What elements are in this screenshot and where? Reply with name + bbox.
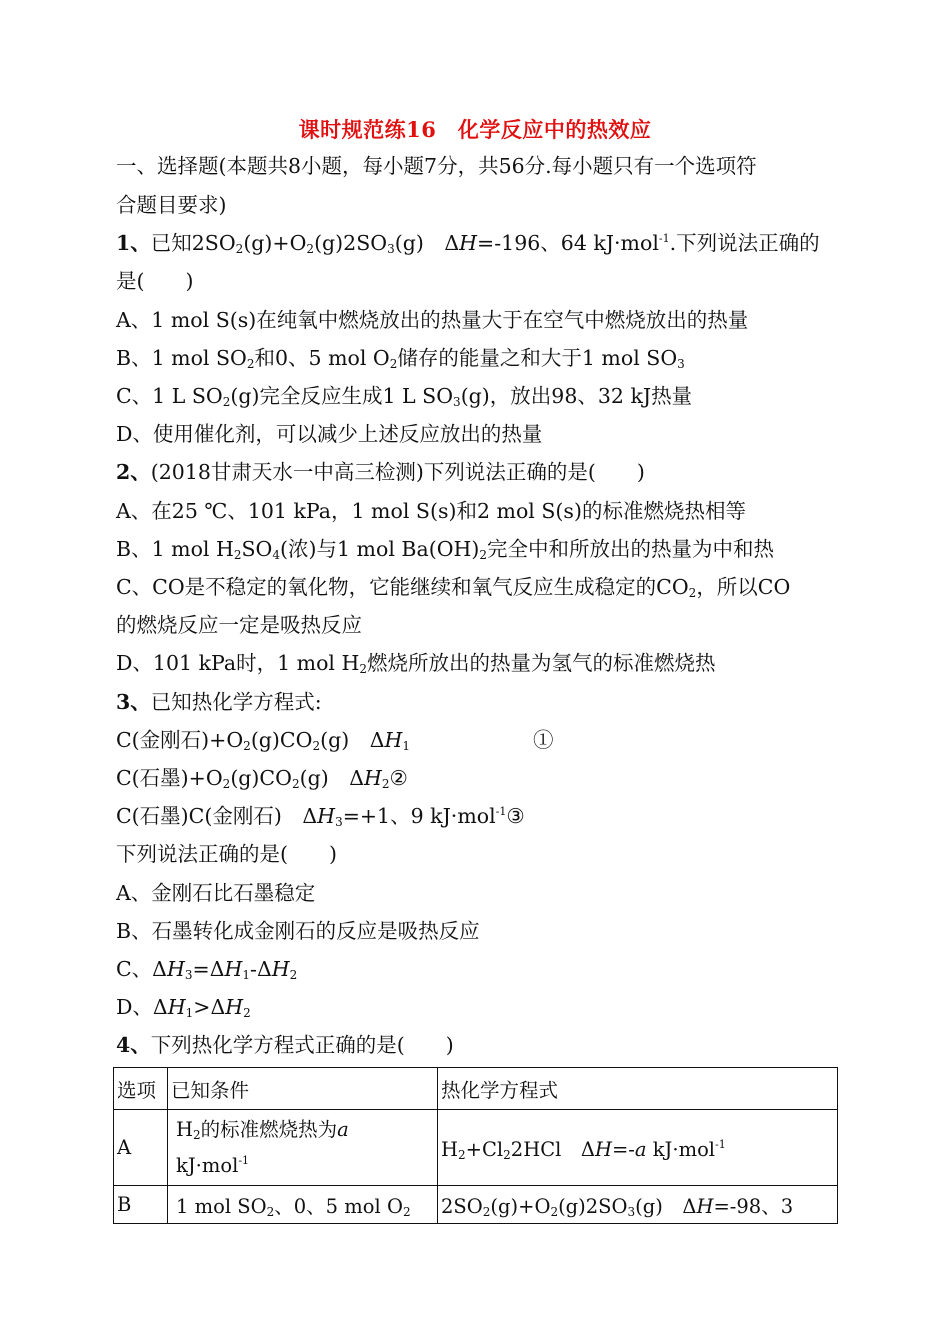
q2-option-a: A、在25 ℃、101 kPa，1 mol S(s)和2 mol S(s)的标准燃烧热相等 — [116, 499, 746, 523]
section-heading-cont: 合题目要求) — [116, 193, 227, 217]
section-heading: 一、选择题(本题共8小题，每小题7分，共56分.每小题只有一个选项符 — [116, 154, 757, 178]
q4-options-table — [113, 1067, 838, 1224]
q3-option-b: B、石墨转化成金刚石的反应是吸热反应 — [116, 919, 480, 943]
table-row — [114, 1110, 838, 1186]
row-b-option: B — [114, 1186, 168, 1224]
table-header-row — [114, 1068, 838, 1110]
q2-option-c-cont: 的燃烧反应一定是吸热反应 — [116, 613, 362, 637]
page-title: 课时规范练16 化学反应中的热效应 — [298, 117, 652, 142]
q3-option-d: D、$\Delta H_1>\Delta H_2$ — [116, 995, 251, 1020]
q2-option-b: B、1 mol $H_2SO_4$(浓)与1 mol $Ba(OH)_2$完全中和所放出的热量为中和热 — [116, 537, 775, 562]
q3-stem: 3、已知热化学方程式: — [116, 690, 322, 714]
q1-option-b: B、1 mol $SO_2$和0、5 mol $O_2$储存的能量之和大于1 mol $SO_3$ — [116, 346, 685, 371]
q3-ask: 下列说法正确的是( ) — [116, 842, 337, 866]
q2-option-d: D、101 kPa时，1 mol $H_2$燃烧所放出的热量为氢气的标准燃烧热 — [116, 651, 716, 676]
row-a-condition: $H_2$的标准燃烧热为a kJ·mol$^{-1}$ — [168, 1110, 438, 1186]
header-option: 选项 — [114, 1068, 168, 1110]
header-equation: 热化学方程式 — [438, 1068, 838, 1110]
q3-option-c: C、$\Delta H_3=\Delta H_1-\Delta H_2$ — [116, 957, 298, 982]
header-condition: 已知条件 — [168, 1068, 438, 1110]
row-b-condition: 1 mol $SO_2$、0、5 mol $O_2$ — [168, 1186, 438, 1224]
q2-option-c: C、CO是不稳定的氧化物，它能继续和氧气反应生成稳定的$CO_2$，所以CO — [116, 575, 791, 600]
table-row — [114, 1186, 838, 1224]
row-a-equation: $H_2+Cl_22HCl$ ΔH=-a kJ·mol$^{-1}$ — [438, 1110, 838, 1186]
q1-stem: 1、已知$2SO_2(g)+O_2(g)2SO_3(g)$ ΔH=-196、64 kJ·mol$^{-1}$.下列说法正确的 — [116, 231, 820, 256]
row-a-option: A — [114, 1110, 168, 1186]
q4-stem: 4、下列热化学方程式正确的是( ) — [116, 1033, 454, 1057]
q3-equation-1: C(金刚石)$+O_2(g)CO_2(g)$ $\Delta H_1$ ① — [116, 728, 554, 753]
q1-option-a: A、1 mol S(s)在纯氧中燃烧放出的热量大于在空气中燃烧放出的热量 — [116, 308, 749, 332]
q1-option-d: D、使用催化剂，可以减少上述反应放出的热量 — [116, 422, 543, 446]
q1-stem-cont: 是( ) — [116, 269, 194, 293]
q3-equation-3: C(石墨)C(金刚石) $\Delta H_3=+1$、9 kJ·mol$^{-1}$③ — [116, 804, 525, 829]
q3-option-a: A、金刚石比石墨稳定 — [116, 881, 316, 905]
q1-option-c: C、1 L $SO_2(g)$完全反应生成1 L $SO_3(g)$，放出98、32 kJ热量 — [116, 384, 693, 409]
row-b-equation: $2SO_2(g)+O_2(g)2SO_3(g)$ ΔH=-98、3 — [438, 1186, 838, 1224]
q2-stem: 2、(2018甘肃天水一中高三检测)下列说法正确的是( ) — [116, 460, 645, 484]
q3-equation-2: C(石墨)$+O_2(g)CO_2(g)$ $\Delta H_2②$ — [116, 766, 408, 791]
